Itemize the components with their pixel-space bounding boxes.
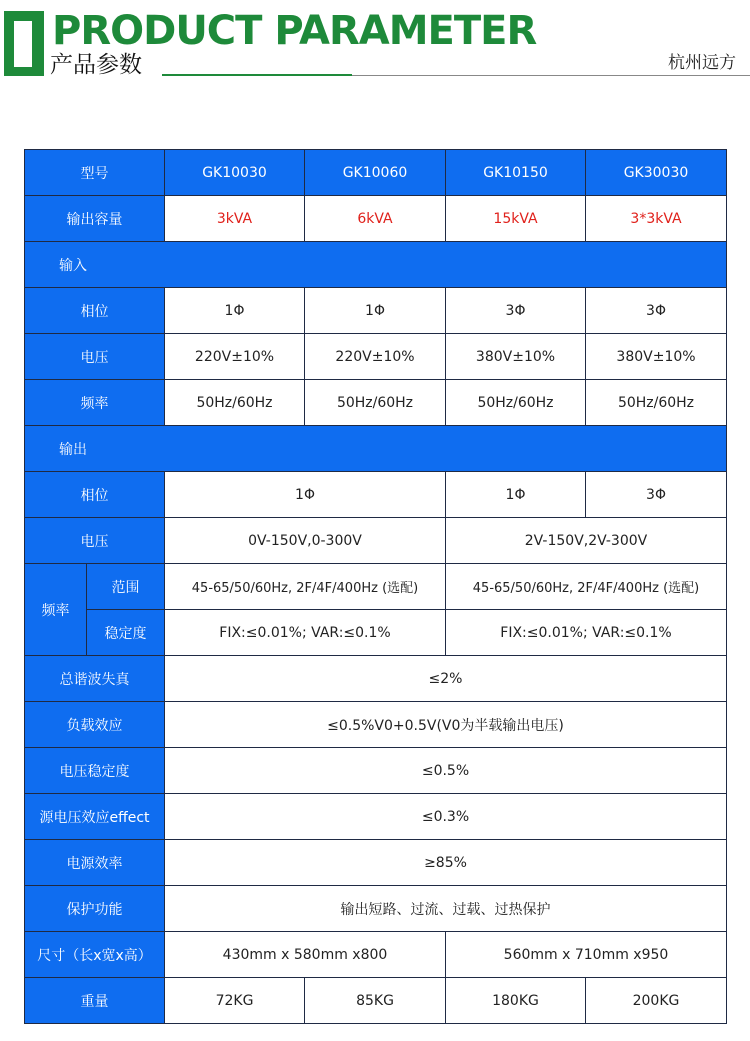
capacity-cell: 6kVA [305,196,446,242]
model-cell: GK30030 [586,150,727,196]
input-freq-label: 频率 [25,380,165,426]
capacity-cell: 3kVA [165,196,305,242]
voltage-stability-label: 电压稳定度 [25,748,165,794]
title-en: PRODUCT PARAMETER [52,8,537,54]
table-row [25,426,727,472]
table-row [25,196,727,242]
input-phase-cell: 3Φ [586,288,727,334]
weight-cell: 180KG [446,978,586,1024]
efficiency-label: 电源效率 [25,840,165,886]
load-effect-cell: ≤0.5%V0+0.5V(V0为半载输出电压) [165,702,727,748]
model-cell: GK10150 [446,150,586,196]
output-stability-label: 稳定度 [87,610,165,656]
output-voltage-cell: 2V-150V,2V-300V [446,518,727,564]
input-voltage-cell: 380V±10% [446,334,586,380]
table-row [25,288,727,334]
model-cell: GK10060 [305,150,446,196]
output-freq-label: 频率 [25,564,87,656]
table-row [25,472,727,518]
table-row [25,518,727,564]
input-section-header: 输入 [25,242,727,288]
size-cell: 560mm x 710mm x950 [446,932,727,978]
input-phase-cell: 1Φ [165,288,305,334]
table-row [25,564,727,610]
table-row [25,932,727,978]
output-phase-cell: 3Φ [586,472,727,518]
model-label: 型号 [25,150,165,196]
table-row [25,242,727,288]
input-phase-label: 相位 [25,288,165,334]
protection-label: 保护功能 [25,886,165,932]
table-row [25,150,727,196]
size-cell: 430mm x 580mm x800 [165,932,446,978]
input-phase-cell: 1Φ [305,288,446,334]
table-row [25,748,727,794]
parameter-table [24,149,727,1024]
table-row [25,334,727,380]
output-phase-label: 相位 [25,472,165,518]
output-voltage-cell: 0V-150V,0-300V [165,518,446,564]
table-row [25,610,727,656]
efficiency-cell: ≥85% [165,840,727,886]
table-row [25,702,727,748]
input-freq-cell: 50Hz/60Hz [165,380,305,426]
output-phase-cell: 1Φ [165,472,446,518]
input-voltage-cell: 220V±10% [305,334,446,380]
table-row [25,978,727,1024]
source-effect-cell: ≤0.3% [165,794,727,840]
thd-cell: ≤2% [165,656,727,702]
output-range-cell: 45-65/50/60Hz, 2F/4F/400Hz (选配) [165,564,446,610]
logo-mark [4,11,44,76]
input-freq-cell: 50Hz/60Hz [446,380,586,426]
table-row [25,840,727,886]
input-voltage-cell: 220V±10% [165,334,305,380]
weight-cell: 72KG [165,978,305,1024]
input-phase-cell: 3Φ [446,288,586,334]
capacity-cell: 15kVA [446,196,586,242]
input-voltage-cell: 380V±10% [586,334,727,380]
protection-cell: 输出短路、过流、过载、过热保护 [165,886,727,932]
output-section-header: 输出 [25,426,727,472]
source-effect-label: 源电压效应effect [25,794,165,840]
table-row [25,656,727,702]
thd-label: 总谐波失真 [25,656,165,702]
weight-cell: 200KG [586,978,727,1024]
model-cell: GK10030 [165,150,305,196]
input-freq-cell: 50Hz/60Hz [305,380,446,426]
table-row [25,886,727,932]
output-voltage-label: 电压 [25,518,165,564]
voltage-stability-cell: ≤0.5% [165,748,727,794]
output-stability-cell: FIX:≤0.01%; VAR:≤0.1% [165,610,446,656]
weight-cell: 85KG [305,978,446,1024]
output-phase-cell: 1Φ [446,472,586,518]
output-range-cell: 45-65/50/60Hz, 2F/4F/400Hz (选配) [446,564,727,610]
output-stability-cell: FIX:≤0.01%; VAR:≤0.1% [446,610,727,656]
weight-label: 重量 [25,978,165,1024]
table-row [25,380,727,426]
title-cn: 产品参数 [50,52,142,78]
input-voltage-label: 电压 [25,334,165,380]
input-freq-cell: 50Hz/60Hz [586,380,727,426]
output-range-label: 范围 [87,564,165,610]
capacity-cell: 3*3kVA [586,196,727,242]
header-divider-green [162,74,352,76]
load-effect-label: 负载效应 [25,702,165,748]
capacity-label: 输出容量 [25,196,165,242]
brand-name: 杭州远方 [668,53,736,73]
header-divider-grey [352,75,750,76]
size-label: 尺寸（长x宽x高） [25,932,165,978]
table-row [25,794,727,840]
